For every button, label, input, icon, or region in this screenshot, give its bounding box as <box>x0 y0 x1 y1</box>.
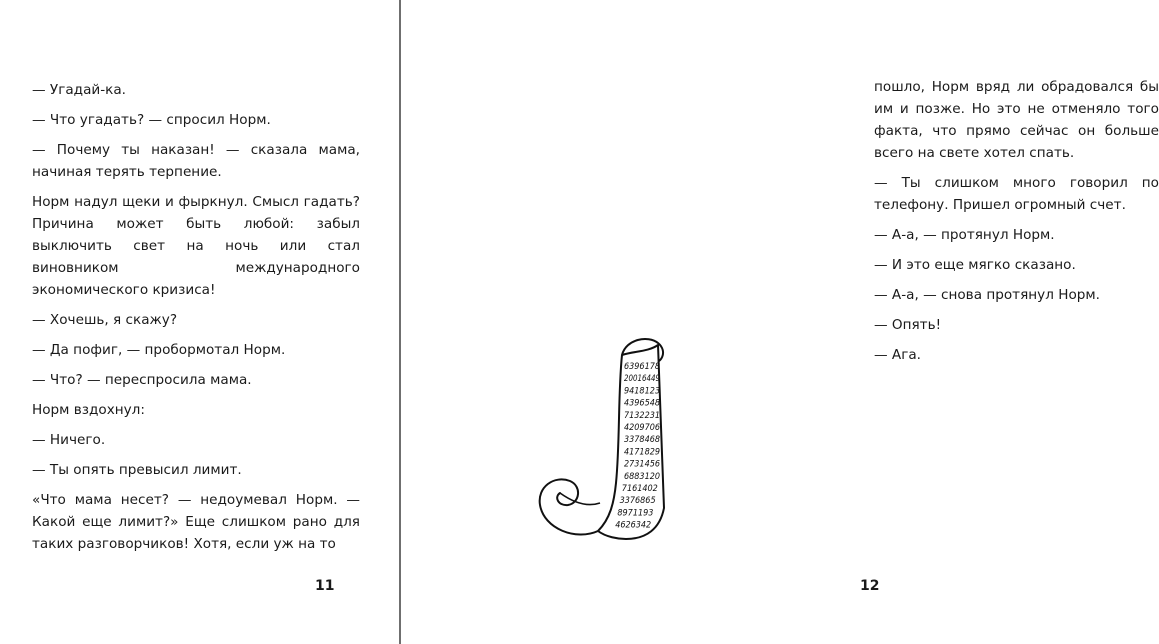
paragraph: — А-а, — снова протянул Норм. <box>874 287 1100 303</box>
paragraph: — Что? — переспросила мама. <box>32 372 252 388</box>
scroll-digit-line: 4626342 <box>615 520 652 531</box>
phone-bill-scroll-icon <box>530 333 675 548</box>
paragraph: — Ты слишком много говорил по телефону. Пришел огромный счет. <box>874 175 1159 213</box>
paragraph: «Что мама несет? — недоумевал Норм. — Какой еще лимит?» Еще слишком рано для таких разговорчиков! Хотя, если уж на то <box>32 492 360 552</box>
paragraph: пошло, Норм вряд ли обрадовался бы им и позже. Но это не отменяло того факта, что прямо сейчас он больше всего на свете хотел спать. <box>874 79 1159 161</box>
left-page-text <box>32 79 360 555</box>
right-page-text <box>874 76 1159 366</box>
paragraph: Норм вздохнул: <box>32 402 145 418</box>
paragraph: — А-а, — протянул Норм. <box>874 227 1055 243</box>
paragraph: — Почему ты наказан! — сказала мама, начиная терять терпение. <box>32 142 360 180</box>
scroll-digit-line: 9418123 <box>624 386 661 397</box>
scroll-digit-line: 3376865 <box>619 496 656 507</box>
scroll-digit-line: 4396548 <box>624 398 661 409</box>
scroll-digit-line: 2731456 <box>624 459 661 470</box>
left-page <box>0 0 399 644</box>
paragraph: — Что угадать? — спросил Норм. <box>32 112 271 128</box>
paragraph: — И это еще мягко сказано. <box>874 257 1076 273</box>
paragraph: — Ничего. <box>32 432 106 448</box>
page-number-right: 12 <box>860 578 880 594</box>
scroll-digit-line: 7132231 <box>624 410 660 421</box>
scroll-digit-line: 4209706 <box>624 423 661 433</box>
page-number-left: 11 <box>315 578 335 594</box>
paragraph: — Опять! <box>874 317 942 333</box>
paragraph: — Да пофиг, — пробормотал Норм. <box>32 342 286 358</box>
paragraph: — Ага. <box>874 347 922 363</box>
scroll-digit-line: 6883120 <box>624 471 661 482</box>
scroll-digit-line: 20016449 <box>624 374 661 385</box>
scroll-digit-line: 8971193 <box>617 508 654 519</box>
scroll-digit-line: 4171829 <box>624 447 661 458</box>
paragraph: — Ты опять превысил лимит. <box>32 462 242 478</box>
scroll-digit-line: 7161402 <box>621 484 659 494</box>
paragraph: Норм надул щеки и фыркнул. Смысл гадать? Причина может быть любой: забыл выключить свет на ночь или стал виновником международного экономического кризиса! <box>32 194 360 298</box>
paragraph: — Угадай-ка. <box>32 82 127 98</box>
paragraph: — Хочешь, я скажу? <box>32 312 178 328</box>
scroll-digit-line: 6396178 <box>624 362 661 372</box>
scroll-digit-line: 3378468 <box>624 435 661 446</box>
